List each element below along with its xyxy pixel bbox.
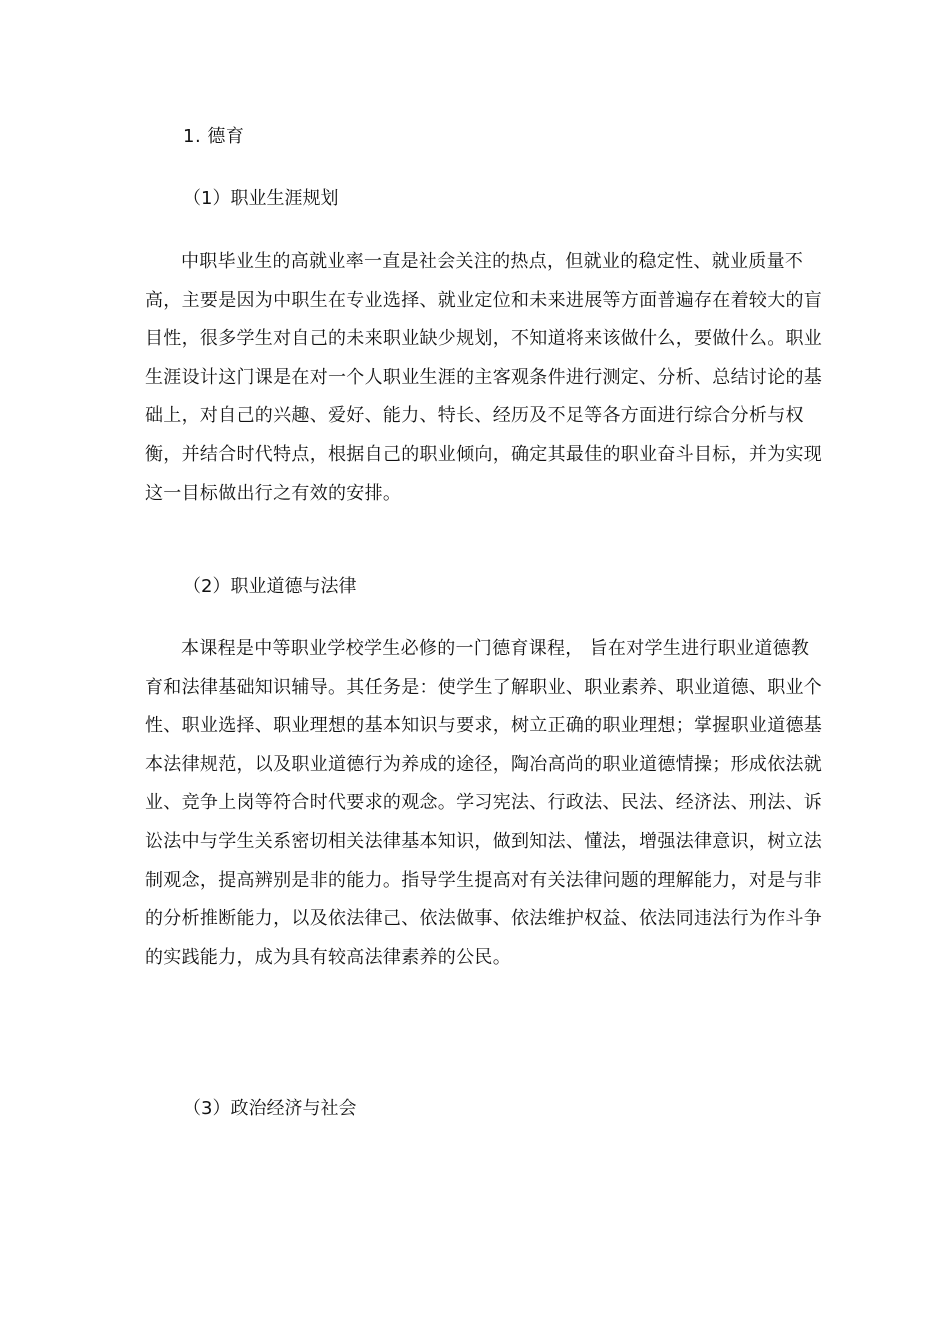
subsection-heading-career-planning: （1）职业生涯规划 <box>183 188 339 209</box>
paragraph-ethics-law: 本课程是中等职业学校学生必修的一门德育课程， 旨在对学生进行职业道德教育和法律基础知识辅导。其任务是：使学生了解职业、职业素养、职业道德、职业个性、职业选择、职业理想的基本知识与要求，树立正确的职业理想；掌握职业道德基本法律规范，以及职业道德行为养成的途径，陶冶高尚的职业道德情操；形成依法就业、竞争上岗等符合时代要求的观念。学习宪法、行政法、民法、经济法、刑法、诉讼法中与学生关系密切相关法律基本知识，做到知法、懂法，增强法律意识，树立法制观念，提高辨别是非的能力。指导学生提高对有关法律问题的理解能力，对是与非的分析推断能力，以及依法律己、依法做事、依法维护权益、依法同违法行为作斗争的实践能力，成为具有较高法律素养的公民。 <box>145 638 823 968</box>
section-heading: 1. 德育 <box>183 126 245 147</box>
subsection-heading-ethics-law: （2）职业道德与法律 <box>183 576 357 597</box>
paragraph-career-planning: 中职毕业生的高就业率一直是社会关注的热点，但就业的稳定性、就业质量不高，主要是因为中职生在专业选择、就业定位和未来进展等方面普遍存在着较大的盲目性，很多学生对自己的未来职业缺少规划，不知道将来该做什么，要做什么。职业生涯设计这门课是在对一个人职业生涯的主客观条件进行测定、分析、总结讨论的基础上，对自己的兴趣、爱好、能力、特长、经历及不足等各方面进行综合分析与权衡，并结合时代特点，根据自己的职业倾向，确定其最佳的职业奋斗目标，并为实现这一目标做出行之有效的安排。 <box>145 251 823 504</box>
subsection-heading-politics-economy: （3）政治经济与社会 <box>183 1098 357 1119</box>
